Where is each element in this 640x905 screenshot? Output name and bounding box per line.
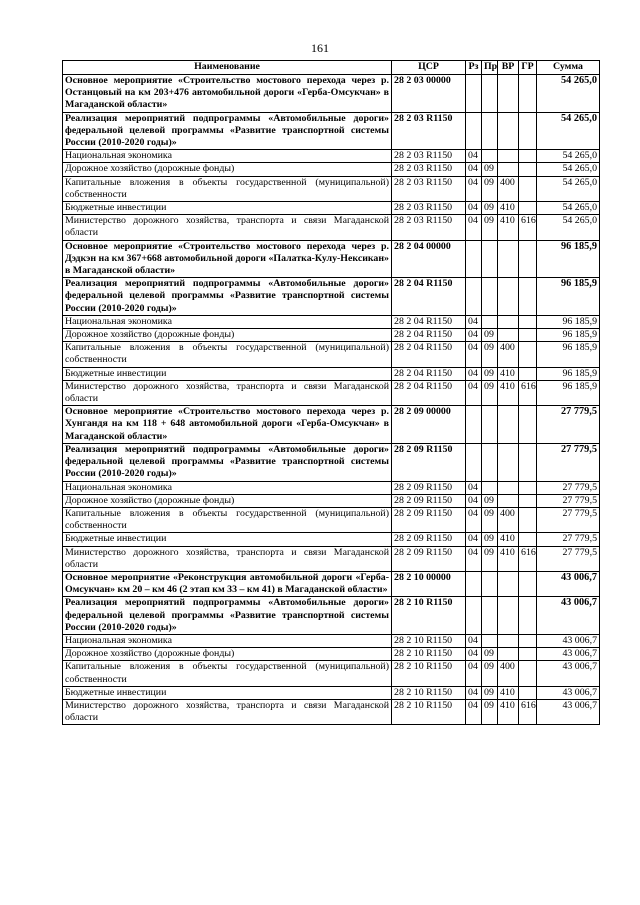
row-sum-cell: 27 779,5	[537, 443, 600, 481]
row-vr-cell	[498, 278, 519, 316]
row-sum-cell: 27 779,5	[537, 406, 600, 444]
row-pr-cell: 09	[482, 648, 498, 661]
header-sum: Сумма	[537, 61, 600, 75]
row-name-cell: Дорожное хозяйство (дорожные фонды)	[63, 163, 392, 176]
page-number: 161	[311, 41, 329, 55]
row-name-cell: Министерство дорожного хозяйства, транспорта и связи Магаданской области	[63, 380, 392, 405]
row-name-cell: Национальная экономика	[63, 315, 392, 328]
row-sum-cell: 43 006,7	[537, 699, 600, 724]
row-pr-cell	[482, 481, 498, 494]
row-pr-cell	[482, 315, 498, 328]
row-rz-cell	[466, 443, 482, 481]
row-name-cell: Национальная экономика	[63, 150, 392, 163]
row-sum-cell: 96 185,9	[537, 315, 600, 328]
row-name-cell: Национальная экономика	[63, 481, 392, 494]
row-csr-cell: 28 2 03 R1150	[392, 176, 466, 201]
row-name-cell: Реализация мероприятий подпрограммы «Автомобильные дороги» федеральной целевой программы «Развитие транспортной системы России (2010-2020 годы)»	[63, 278, 392, 316]
table-row	[63, 686, 600, 699]
row-pr-cell: 09	[482, 661, 498, 686]
table-row	[63, 315, 600, 328]
row-pr-cell: 09	[482, 367, 498, 380]
row-gr-cell: 616	[519, 699, 537, 724]
table-row	[63, 546, 600, 571]
table-row	[63, 342, 600, 367]
row-gr-cell	[519, 342, 537, 367]
row-sum-cell: 54 265,0	[537, 202, 600, 215]
table-row	[63, 571, 600, 596]
row-pr-cell: 09	[482, 686, 498, 699]
row-name-cell: Бюджетные инвестиции	[63, 533, 392, 546]
row-gr-cell	[519, 443, 537, 481]
table-row	[63, 202, 600, 215]
row-rz-cell: 04	[466, 380, 482, 405]
row-sum-cell: 54 265,0	[537, 112, 600, 150]
row-pr-cell: 09	[482, 176, 498, 201]
row-sum-cell: 54 265,0	[537, 215, 600, 240]
row-csr-cell: 28 2 03 R1150	[392, 150, 466, 163]
row-rz-cell: 04	[466, 367, 482, 380]
row-name-cell: Основное мероприятие «Строительство мостового перехода через р. Останцовый на км 203+476 автомобильной дороги «Герба-Омсукчан» в Магаданской области»	[63, 75, 392, 113]
header-name: Наименование	[63, 61, 392, 75]
row-gr-cell	[519, 202, 537, 215]
row-vr-cell	[498, 315, 519, 328]
row-vr-cell: 410	[498, 686, 519, 699]
row-csr-cell: 28 2 03 R1150	[392, 202, 466, 215]
row-vr-cell	[498, 634, 519, 647]
row-pr-cell: 09	[482, 329, 498, 342]
row-name-cell: Министерство дорожного хозяйства, транспорта и связи Магаданской области	[63, 546, 392, 571]
row-vr-cell	[498, 571, 519, 596]
row-pr-cell: 09	[482, 342, 498, 367]
row-name-cell: Бюджетные инвестиции	[63, 202, 392, 215]
row-name-cell: Основное мероприятие «Строительство мостового перехода через р. Дэдкэн на км 367+668 автомобильной дороги «Палатка-Кулу-Нексикан» в Магаданской области»	[63, 240, 392, 278]
row-gr-cell: 616	[519, 546, 537, 571]
row-gr-cell	[519, 176, 537, 201]
row-pr-cell	[482, 278, 498, 316]
row-name-cell: Капитальные вложения в объекты государственной (муниципальной) собственности	[63, 342, 392, 367]
row-rz-cell: 04	[466, 329, 482, 342]
row-pr-cell: 09	[482, 202, 498, 215]
table-row	[63, 215, 600, 240]
row-vr-cell	[498, 648, 519, 661]
row-pr-cell	[482, 443, 498, 481]
row-name-cell: Реализация мероприятий подпрограммы «Автомобильные дороги» федеральной целевой программы «Развитие транспортной системы России (2010-2020 годы)»	[63, 443, 392, 481]
row-name-cell: Дорожное хозяйство (дорожные фонды)	[63, 494, 392, 507]
row-pr-cell: 09	[482, 163, 498, 176]
row-gr-cell	[519, 597, 537, 635]
row-vr-cell	[498, 443, 519, 481]
row-rz-cell: 04	[466, 648, 482, 661]
row-gr-cell	[519, 75, 537, 113]
row-csr-cell: 28 2 04 R1150	[392, 329, 466, 342]
row-csr-cell: 28 2 04 R1150	[392, 278, 466, 316]
row-gr-cell	[519, 533, 537, 546]
row-csr-cell: 28 2 03 R1150	[392, 163, 466, 176]
row-sum-cell: 54 265,0	[537, 150, 600, 163]
row-rz-cell: 04	[466, 202, 482, 215]
row-gr-cell: 616	[519, 380, 537, 405]
row-pr-cell	[482, 112, 498, 150]
row-vr-cell	[498, 112, 519, 150]
row-gr-cell	[519, 240, 537, 278]
row-rz-cell: 04	[466, 507, 482, 532]
row-gr-cell	[519, 661, 537, 686]
row-gr-cell	[519, 481, 537, 494]
table-row	[63, 278, 600, 316]
row-gr-cell	[519, 315, 537, 328]
row-name-cell: Бюджетные инвестиции	[63, 367, 392, 380]
row-gr-cell	[519, 571, 537, 596]
row-rz-cell: 04	[466, 494, 482, 507]
row-vr-cell: 400	[498, 176, 519, 201]
row-sum-cell: 43 006,7	[537, 571, 600, 596]
row-sum-cell: 54 265,0	[537, 163, 600, 176]
row-pr-cell: 09	[482, 215, 498, 240]
row-csr-cell: 28 2 04 R1150	[392, 315, 466, 328]
row-csr-cell: 28 2 04 R1150	[392, 367, 466, 380]
table-row	[63, 699, 600, 724]
row-rz-cell	[466, 406, 482, 444]
row-vr-cell: 400	[498, 342, 519, 367]
header-pr: Пр	[482, 61, 498, 75]
table-row	[63, 533, 600, 546]
row-rz-cell	[466, 75, 482, 113]
row-vr-cell: 410	[498, 546, 519, 571]
row-rz-cell: 04	[466, 686, 482, 699]
row-csr-cell: 28 2 04 00000	[392, 240, 466, 278]
row-pr-cell	[482, 571, 498, 596]
row-csr-cell: 28 2 10 00000	[392, 571, 466, 596]
row-csr-cell: 28 2 10 R1150	[392, 661, 466, 686]
table-row	[63, 240, 600, 278]
row-rz-cell: 04	[466, 150, 482, 163]
row-vr-cell	[498, 75, 519, 113]
row-vr-cell: 400	[498, 661, 519, 686]
row-rz-cell: 04	[466, 163, 482, 176]
row-vr-cell: 410	[498, 380, 519, 405]
row-gr-cell	[519, 150, 537, 163]
row-rz-cell: 04	[466, 661, 482, 686]
row-sum-cell: 96 185,9	[537, 342, 600, 367]
row-sum-cell: 54 265,0	[537, 75, 600, 113]
row-vr-cell	[498, 494, 519, 507]
row-vr-cell: 410	[498, 699, 519, 724]
row-gr-cell	[519, 329, 537, 342]
row-csr-cell: 28 2 10 R1150	[392, 648, 466, 661]
row-pr-cell: 09	[482, 494, 498, 507]
row-sum-cell: 27 779,5	[537, 481, 600, 494]
row-sum-cell: 43 006,7	[537, 597, 600, 635]
row-rz-cell: 04	[466, 533, 482, 546]
table-row	[63, 634, 600, 647]
row-name-cell: Капитальные вложения в объекты государственной (муниципальной) собственности	[63, 507, 392, 532]
table-header-row	[63, 61, 600, 75]
row-rz-cell	[466, 240, 482, 278]
row-sum-cell: 54 265,0	[537, 176, 600, 201]
row-rz-cell: 04	[466, 176, 482, 201]
row-csr-cell: 28 2 09 R1150	[392, 533, 466, 546]
row-name-cell: Бюджетные инвестиции	[63, 686, 392, 699]
row-sum-cell: 43 006,7	[537, 661, 600, 686]
row-pr-cell: 09	[482, 380, 498, 405]
row-csr-cell: 28 2 09 R1150	[392, 494, 466, 507]
row-csr-cell: 28 2 09 R1150	[392, 481, 466, 494]
row-vr-cell	[498, 150, 519, 163]
row-vr-cell	[498, 481, 519, 494]
row-name-cell: Капитальные вложения в объекты государственной (муниципальной) собственности	[63, 661, 392, 686]
row-csr-cell: 28 2 04 R1150	[392, 342, 466, 367]
row-pr-cell: 09	[482, 546, 498, 571]
row-vr-cell	[498, 597, 519, 635]
row-gr-cell	[519, 278, 537, 316]
row-name-cell: Реализация мероприятий подпрограммы «Автомобильные дороги» федеральной целевой программы «Развитие транспортной системы России (2010-2020 годы)»	[63, 112, 392, 150]
row-rz-cell	[466, 597, 482, 635]
row-gr-cell	[519, 686, 537, 699]
row-csr-cell: 28 2 09 R1150	[392, 507, 466, 532]
row-name-cell: Капитальные вложения в объекты государственной (муниципальной) собственности	[63, 176, 392, 201]
table-row	[63, 329, 600, 342]
table-row	[63, 163, 600, 176]
row-name-cell: Основное мероприятие «Строительство мостового перехода через р. Хунгандя на км 118 + 648 автомобильной дороги «Герба-Омсукчан» в Магаданской области»	[63, 406, 392, 444]
row-rz-cell	[466, 571, 482, 596]
table-row	[63, 481, 600, 494]
row-pr-cell	[482, 150, 498, 163]
row-gr-cell	[519, 163, 537, 176]
row-csr-cell: 28 2 03 R1150	[392, 215, 466, 240]
row-vr-cell: 410	[498, 215, 519, 240]
row-vr-cell	[498, 240, 519, 278]
table-row	[63, 661, 600, 686]
row-rz-cell: 04	[466, 481, 482, 494]
row-sum-cell: 27 779,5	[537, 494, 600, 507]
row-sum-cell: 96 185,9	[537, 278, 600, 316]
row-gr-cell: 616	[519, 215, 537, 240]
row-sum-cell: 27 779,5	[537, 507, 600, 532]
row-sum-cell: 27 779,5	[537, 533, 600, 546]
row-csr-cell: 28 2 09 00000	[392, 406, 466, 444]
table-row	[63, 406, 600, 444]
row-pr-cell: 09	[482, 507, 498, 532]
row-rz-cell: 04	[466, 634, 482, 647]
row-sum-cell: 96 185,9	[537, 240, 600, 278]
row-name-cell: Национальная экономика	[63, 634, 392, 647]
header-csr: ЦСР	[392, 61, 466, 75]
row-vr-cell: 410	[498, 202, 519, 215]
header-vr: ВР	[498, 61, 519, 75]
row-pr-cell: 09	[482, 699, 498, 724]
row-sum-cell: 43 006,7	[537, 686, 600, 699]
row-pr-cell	[482, 75, 498, 113]
row-vr-cell	[498, 329, 519, 342]
table-body	[63, 75, 600, 725]
row-csr-cell: 28 2 10 R1150	[392, 597, 466, 635]
table-row	[63, 443, 600, 481]
row-sum-cell: 96 185,9	[537, 380, 600, 405]
row-sum-cell: 96 185,9	[537, 329, 600, 342]
row-sum-cell: 43 006,7	[537, 634, 600, 647]
row-sum-cell: 27 779,5	[537, 546, 600, 571]
row-gr-cell	[519, 406, 537, 444]
row-name-cell: Министерство дорожного хозяйства, транспорта и связи Магаданской области	[63, 215, 392, 240]
row-csr-cell: 28 2 10 R1150	[392, 686, 466, 699]
header-rz: Рз	[466, 61, 482, 75]
table-row	[63, 507, 600, 532]
row-rz-cell	[466, 112, 482, 150]
row-gr-cell	[519, 507, 537, 532]
row-pr-cell	[482, 240, 498, 278]
row-name-cell: Дорожное хозяйство (дорожные фонды)	[63, 329, 392, 342]
row-vr-cell	[498, 163, 519, 176]
row-name-cell: Министерство дорожного хозяйства, транспорта и связи Магаданской области	[63, 699, 392, 724]
table-row	[63, 648, 600, 661]
row-name-cell: Основное мероприятие «Реконструкция автомобильной дороги «Герба-Омсукчан» км 20 – км 46 (2 этап км 33 – км 41) в Магаданской области»	[63, 571, 392, 596]
row-vr-cell	[498, 406, 519, 444]
row-gr-cell	[519, 494, 537, 507]
row-gr-cell	[519, 648, 537, 661]
row-rz-cell: 04	[466, 315, 482, 328]
table-row	[63, 75, 600, 113]
budget-table	[62, 60, 600, 725]
table-row	[63, 112, 600, 150]
row-csr-cell: 28 2 09 R1150	[392, 443, 466, 481]
row-name-cell: Реализация мероприятий подпрограммы «Автомобильные дороги» федеральной целевой программы «Развитие транспортной системы России (2010-2020 годы)»	[63, 597, 392, 635]
row-vr-cell: 410	[498, 367, 519, 380]
row-gr-cell	[519, 112, 537, 150]
header-gr: ГР	[519, 61, 537, 75]
row-name-cell: Дорожное хозяйство (дорожные фонды)	[63, 648, 392, 661]
row-csr-cell: 28 2 10 R1150	[392, 634, 466, 647]
row-sum-cell: 43 006,7	[537, 648, 600, 661]
table-row	[63, 367, 600, 380]
row-rz-cell: 04	[466, 215, 482, 240]
row-sum-cell: 96 185,9	[537, 367, 600, 380]
table-row	[63, 150, 600, 163]
row-rz-cell	[466, 278, 482, 316]
table-row	[63, 494, 600, 507]
row-vr-cell: 400	[498, 507, 519, 532]
row-csr-cell: 28 2 03 00000	[392, 75, 466, 113]
row-rz-cell: 04	[466, 546, 482, 571]
row-pr-cell	[482, 406, 498, 444]
row-gr-cell	[519, 634, 537, 647]
row-pr-cell	[482, 597, 498, 635]
row-csr-cell: 28 2 04 R1150	[392, 380, 466, 405]
row-pr-cell: 09	[482, 533, 498, 546]
table-row	[63, 597, 600, 635]
row-pr-cell	[482, 634, 498, 647]
table-row	[63, 380, 600, 405]
row-vr-cell: 410	[498, 533, 519, 546]
row-rz-cell: 04	[466, 699, 482, 724]
row-csr-cell: 28 2 09 R1150	[392, 546, 466, 571]
row-gr-cell	[519, 367, 537, 380]
row-rz-cell: 04	[466, 342, 482, 367]
table-row	[63, 176, 600, 201]
row-csr-cell: 28 2 03 R1150	[392, 112, 466, 150]
row-csr-cell: 28 2 10 R1150	[392, 699, 466, 724]
